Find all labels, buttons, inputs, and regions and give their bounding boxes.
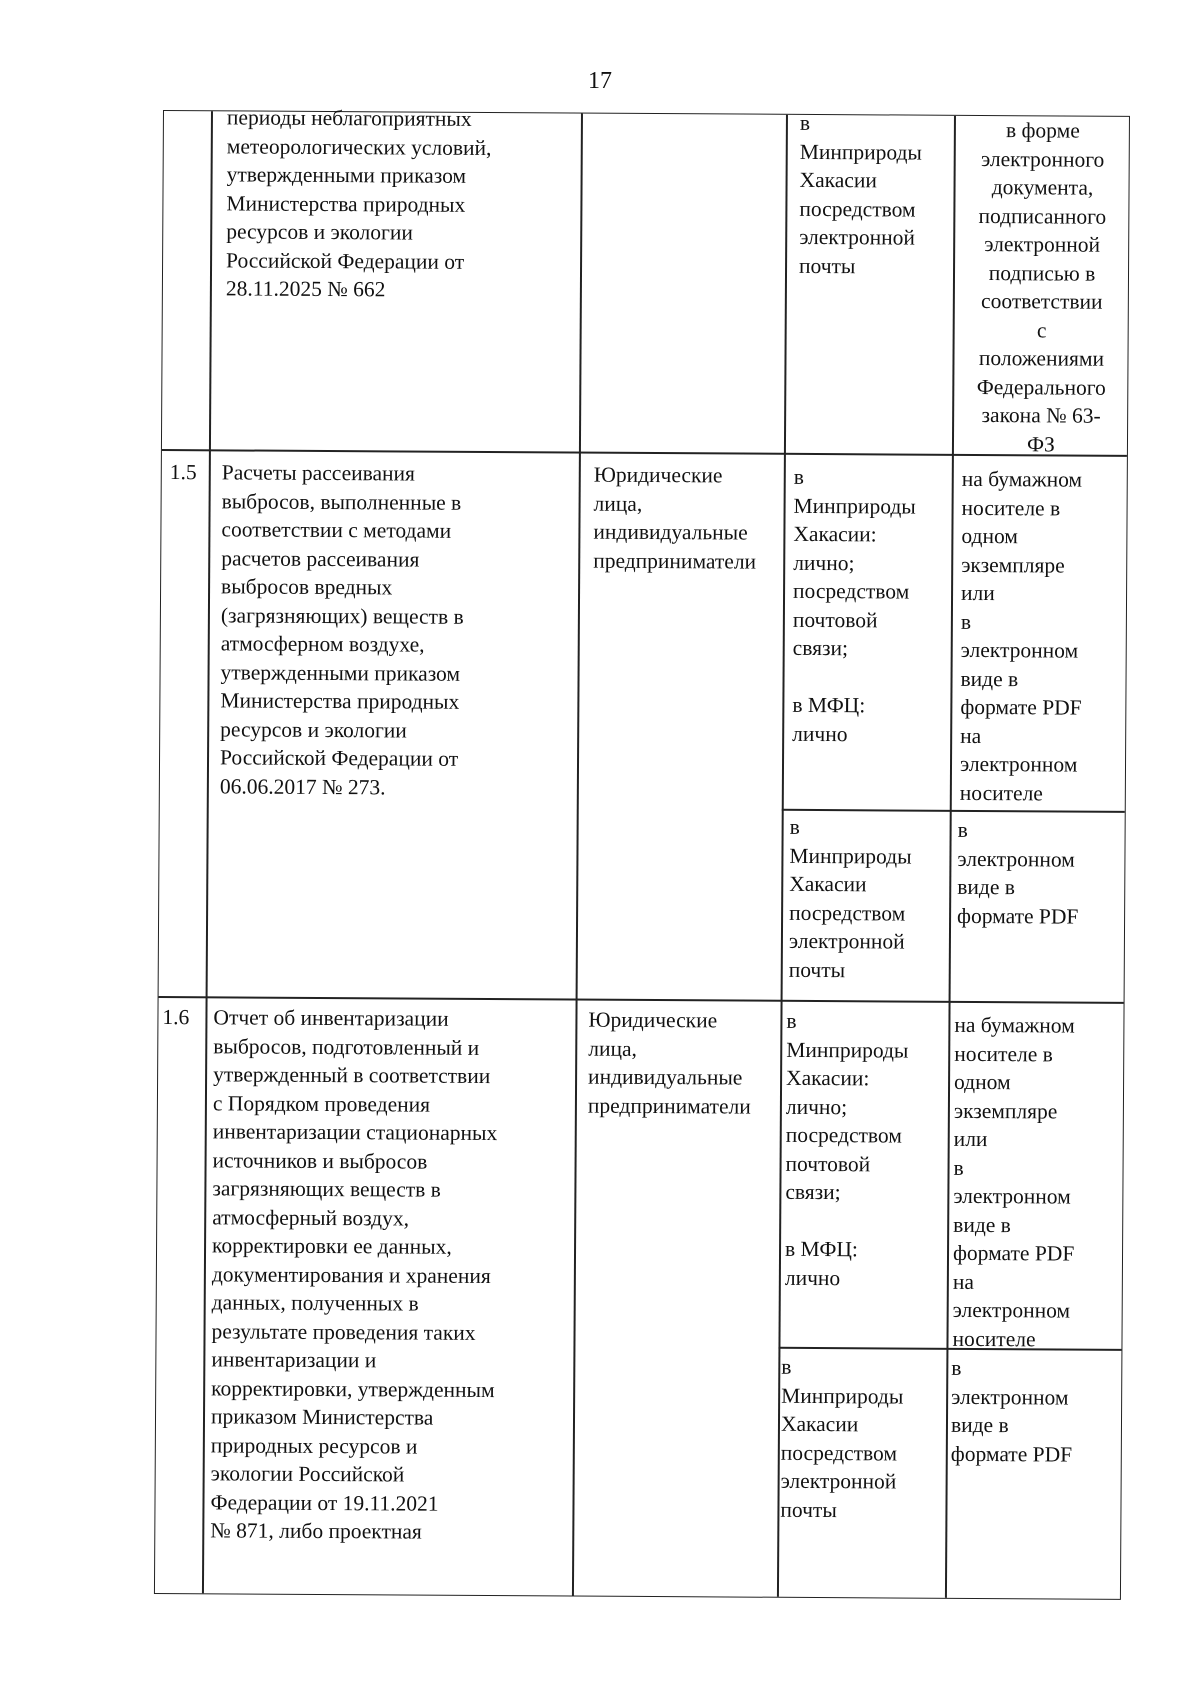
row-submission-paper: в Минприроды Хакасии: лично; посредством почтовой связи; в МФЦ: лично (784, 1008, 909, 1290)
row-applicants: Юридические лица, индивидуальные предприниматели (587, 1007, 751, 1119)
row-submission-email: в Минприроды Хакасии посредством электронной почты (780, 1354, 904, 1522)
row-name: Расчеты рассеивания выбросов, выполненные в соответствии с методами расчетов рассеивания выбросов вредных (загрязняющих) веществ в атмосферном воздухе, утвержденными приказом Министерства природных ресурсов и экологии Российской Федерации от 06.06.2017 № 273. (219, 460, 464, 799)
row-form-paper: на бумажном носителе в одном экземпляре или в электронном виде в формате PDF на электронном носителе (952, 1012, 1075, 1351)
row-continued-name: периоды неблагоприятных метеорологических условий, утвержденными приказом Министерства природных ресурсов и экологии Российской Федерации от 28.11.2025 № 662 (225, 105, 492, 302)
row-number: 1.6 (162, 1005, 190, 1030)
services-table (154, 105, 1130, 1600)
row-submission-email: в Минприроды Хакасии посредством электронной почты (788, 814, 912, 982)
cell-divider (782, 809, 1125, 813)
row-continued-submission: в Минприроды Хакасии посредством электронной почты (798, 110, 922, 278)
column-divider (572, 114, 583, 1596)
row-form-paper: на бумажном носителе в одном экземпляре или в электронном виде в формате PDF на электронном носителе (959, 466, 1083, 805)
row-applicants: Юридические лица, индивидуальные предприниматели (593, 462, 757, 574)
row-submission-paper: в Минприроды Хакасии: лично; посредством почтовой связи; в МФЦ: лично (792, 464, 916, 746)
row-form-email: в электронном виде в формате PDF (957, 817, 1079, 929)
page-number: 17 (588, 68, 612, 94)
row-continued-form: в форме электронного документа, подписанного электронной подписью в соответствии с положениями Федерального закона № 63- ФЗ (976, 118, 1107, 456)
row-form-email: в электронном виде в формате PDF (950, 1355, 1073, 1467)
row-continued-recipient (596, 106, 776, 107)
row-name: Отчет об инвентаризации выбросов, подготовленный и утвержденный в соответствии с Порядком проведения инвентаризации стационарных источников и выбросов загрязняющих веществ в атмосферный воздух, корректировки ее данных, документирования и хранения данных, полученных в результате проведения таких инвентаризации и корректировки, утвержденным приказом Министерства природных ресурсов и экологии Российской Федерации от 19.11.2021 № 871, либо проектная (210, 1005, 498, 1544)
row-number: 1.5 (169, 460, 197, 485)
row-divider (159, 996, 1124, 1003)
